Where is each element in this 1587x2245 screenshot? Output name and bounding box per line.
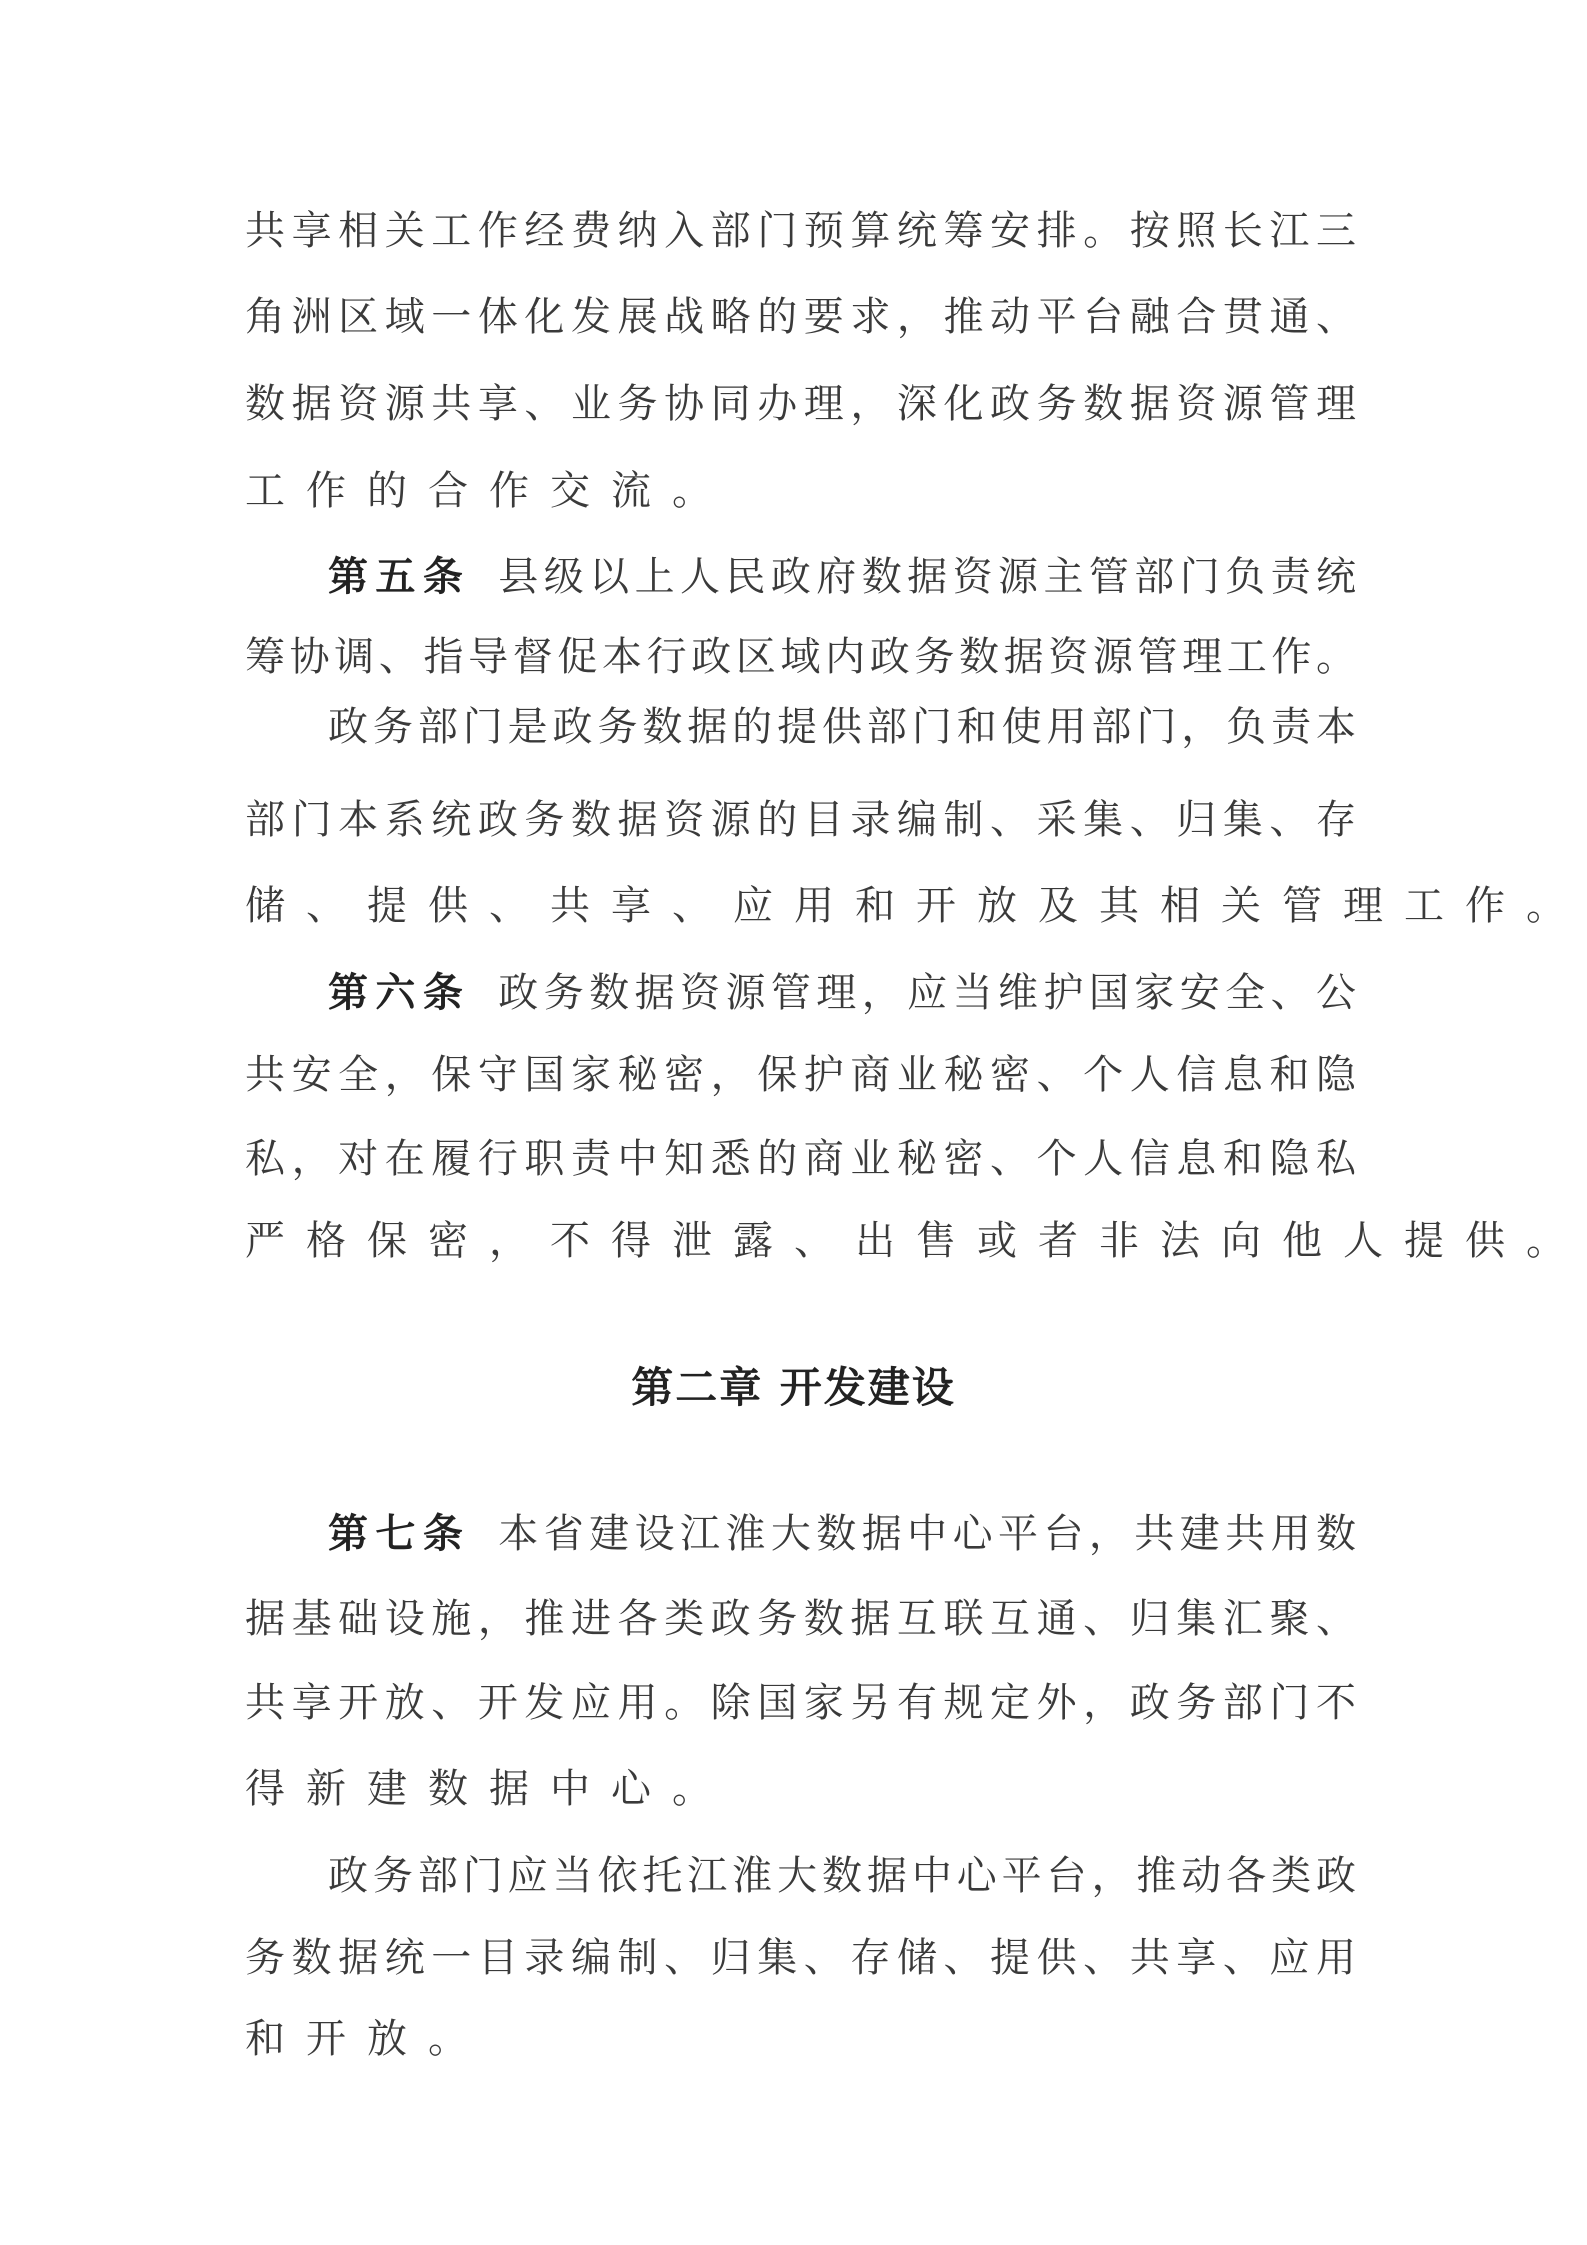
text-line: 政务部门是政务数据的提供部门和使用部门，负责本 — [328, 704, 1356, 750]
text-line: 筹协调、指导督促本行政区域内政务数据资源管理工作。 — [245, 634, 1356, 680]
article-6-line — [328, 968, 1356, 1018]
text-line: 私，对在履行职责中知悉的商业秘密、个人信息和隐私 — [245, 1136, 1356, 1182]
chapter-heading: 第二章 开发建设 — [631, 1363, 956, 1412]
text-line: 务数据统一目录编制、归集、存储、提供、共享、应用 — [245, 1935, 1356, 1981]
text-line: 工作的合作交流。 — [245, 468, 733, 514]
article-5-label: 第五条 — [328, 554, 471, 600]
text-line: 据基础设施，推进各类政务数据互联互通、归集汇聚、 — [245, 1596, 1356, 1642]
article-7-label: 第七条 — [328, 1511, 471, 1557]
text-line: 和开放。 — [245, 2016, 489, 2062]
text-span: 本省建设江淮大数据中心平台，共建共用数 — [498, 1511, 1357, 1557]
article-5-line — [328, 552, 1356, 602]
article-7-line — [328, 1509, 1356, 1559]
text-line: 部门本系统政务数据资源的目录编制、采集、归集、存 — [245, 797, 1356, 843]
text-line: 角洲区域一体化发展战略的要求，推动平台融合贯通、 — [245, 294, 1356, 340]
text-line: 共享相关工作经费纳入部门预算统筹安排。按照长江三 — [245, 208, 1356, 254]
text-span: 政务数据资源管理，应当维护国家安全、公 — [498, 970, 1357, 1016]
text-line: 得新建数据中心。 — [245, 1766, 733, 1812]
text-line: 储、提供、共享、应用和开放及其相关管理工作。 — [245, 883, 1587, 929]
article-6-label: 第六条 — [328, 970, 471, 1016]
text-line: 政务部门应当依托江淮大数据中心平台，推动各类政 — [328, 1853, 1356, 1899]
text-line: 严格保密，不得泄露、出售或者非法向他人提供。 — [245, 1218, 1587, 1264]
text-span: 县级以上人民政府数据资源主管部门负责统 — [498, 554, 1357, 600]
text-line: 数据资源共享、业务协同办理，深化政务数据资源管理 — [245, 381, 1356, 427]
text-line: 共享开放、开发应用。除国家另有规定外，政务部门不 — [245, 1680, 1356, 1726]
text-line: 共安全，保守国家秘密，保护商业秘密、个人信息和隐 — [245, 1052, 1356, 1098]
